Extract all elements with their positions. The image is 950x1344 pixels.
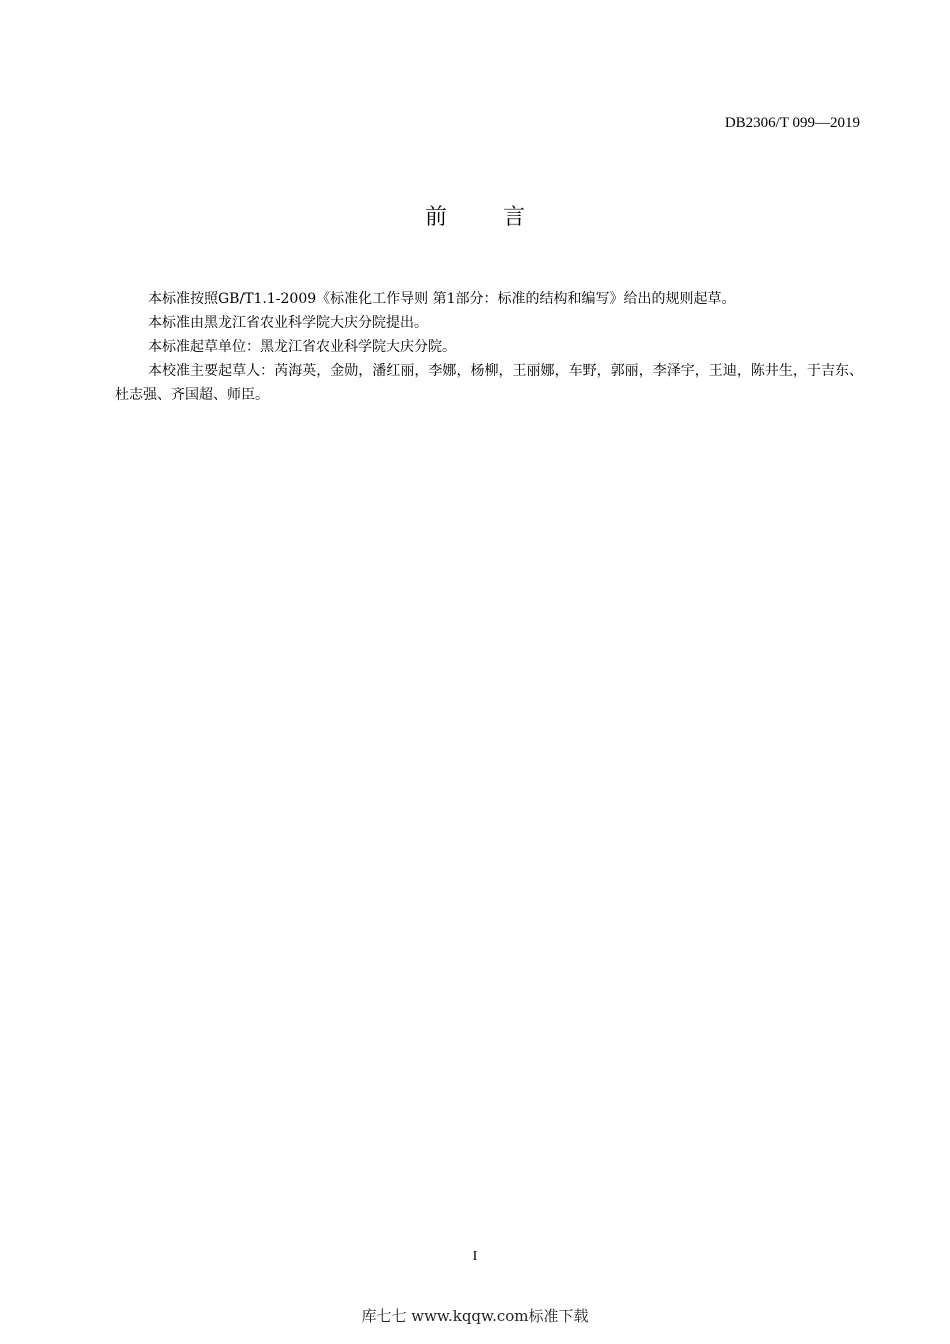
footer-watermark: 库七七 www.kqqw.com标准下载	[361, 1307, 589, 1325]
paragraph-proposer: 本标准由黑龙江省农业科学院大庆分院提出。	[148, 315, 428, 331]
page-number: I	[472, 1249, 478, 1264]
document-code: DB2306/T 099—2019	[724, 115, 860, 131]
paragraph-drafting-rules: 本标准按照GB/T1.1-2009《标准化工作导则 第1部分：标准的结构和编写》给出的规则起草。	[148, 291, 736, 307]
paragraph-drafting-unit: 本标准起草单位：黑龙江省农业科学院大庆分院。	[148, 339, 456, 355]
foreword-body	[115, 287, 863, 407]
paragraph-drafters: 本校准主要起草人：芮海英，金勋，潘红丽，李娜，杨柳，王丽娜，车野，郭丽，李泽宇，王迪，陈井生，于吉东、杜志强、齐国超、师臣。	[115, 363, 863, 403]
section-title: 前言	[424, 205, 581, 230]
